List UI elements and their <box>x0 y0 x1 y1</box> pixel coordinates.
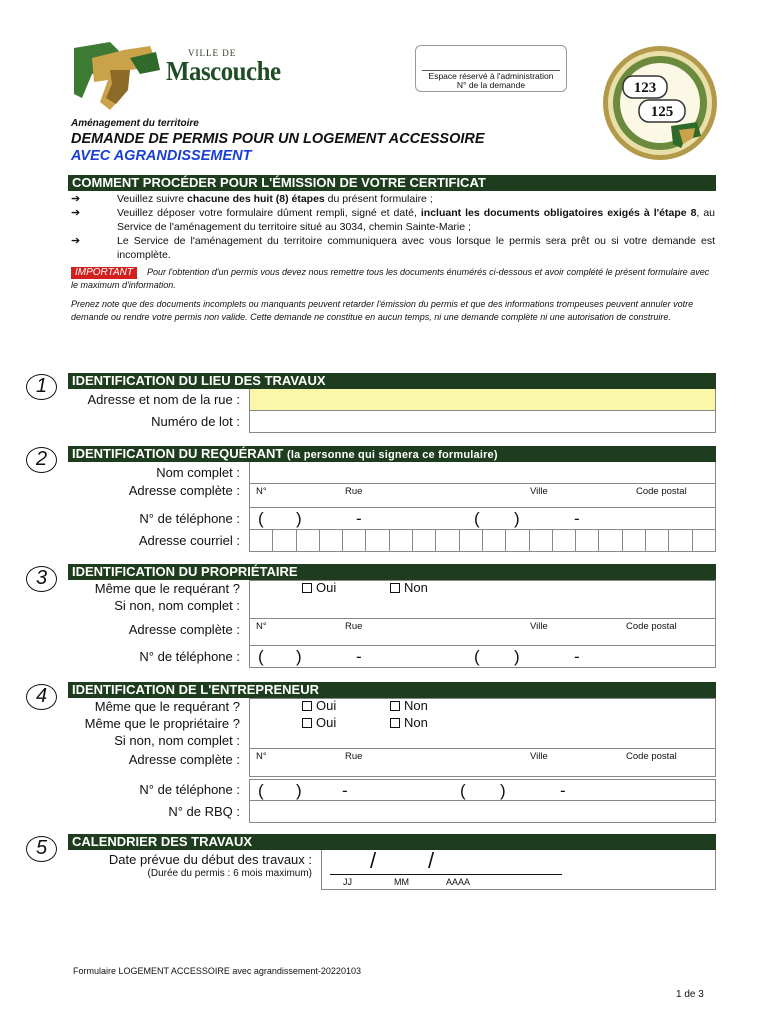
contractor-same-owner-label: Même que le propriétaire ? <box>84 716 240 731</box>
seal-number-top: 123 <box>633 80 657 96</box>
section-number-4: 4 <box>26 684 57 710</box>
section-2-heading: IDENTIFICATION DU REQUÉRANT (la personne qui signera ce formulaire) <box>68 446 716 462</box>
applicant-address-row <box>68 484 716 508</box>
contractor-address-label: Adresse complète : <box>128 752 240 767</box>
request-number-label: N° de la demande <box>456 80 526 90</box>
permit-duration-note: (Durée du permis : 6 mois maximum) <box>147 868 312 879</box>
form-identifier: Formulaire LOGEMENT ACCESSOIRE avec agrandissement-20220103 <box>73 966 361 976</box>
start-date-field[interactable]: / / JJ MM AAAA <box>321 850 716 890</box>
owner-name-field[interactable] <box>249 580 716 619</box>
anniversary-seal <box>601 44 719 162</box>
applicant-name-row <box>68 462 716 484</box>
owner-phone-row <box>68 646 716 668</box>
section-number-2: 2 <box>26 447 57 473</box>
page-number: 1 de 3 <box>676 989 704 1000</box>
procedure-step: ➔ Veuillez suivre chacune des huit (8) étapes du présent formulaire ; <box>71 193 433 205</box>
contractor-address-row <box>68 749 716 777</box>
applicant-phone-label: N° de téléphone : <box>139 511 240 526</box>
arrow-right-icon: ➔ <box>71 235 81 247</box>
procedure-heading: COMMENT PROCÉDER POUR L'ÉMISSION DE VOTRE CERTIFICAT <box>68 175 716 191</box>
start-date-row <box>68 850 716 890</box>
rbq-label: N° de RBQ : <box>168 804 240 819</box>
mascouche-logo <box>70 40 162 112</box>
applicant-email-field[interactable] <box>249 530 716 552</box>
contractor-same-req-no[interactable]: Non <box>390 698 428 714</box>
contractor-phone-row <box>68 779 716 801</box>
contractor-same-owner-no[interactable]: Non <box>390 715 428 731</box>
applicant-name-label: Nom complet : <box>156 465 240 480</box>
owner-address-field[interactable]: N° Rue Ville Code postal <box>249 619 716 646</box>
owner-name-label: Si non, nom complet : <box>114 598 240 613</box>
section-number-1: 1 <box>26 374 57 400</box>
contractor-phone-field[interactable]: ( ) - ( ) - <box>249 779 716 801</box>
applicant-email-label: Adresse courriel : <box>138 533 240 548</box>
owner-phone-field[interactable]: ( ) - ( ) - <box>249 646 716 668</box>
owner-name-row <box>68 597 716 619</box>
form-subtitle: AVEC AGRANDISSEMENT <box>71 148 252 164</box>
lot-number-field[interactable] <box>249 411 716 433</box>
owner-same-label: Même que le requérant ? <box>94 581 240 596</box>
contractor-name-field[interactable] <box>249 698 716 749</box>
owner-same-yes[interactable]: Oui <box>302 580 336 596</box>
section-4-heading: IDENTIFICATION DE L'ENTREPRENEUR <box>68 682 716 698</box>
applicant-email-row <box>68 530 716 552</box>
section-number-5: 5 <box>26 836 57 862</box>
department-name: Aménagement du territoire <box>71 118 199 129</box>
procedure-step: ➔ Veuillez déposer votre formulaire dûment rempli, signé et daté, incluant les documents obligatoires exigés à l'étape 8, au Service de l'aménagement du territoire situé au 3034, chemin Sainte-Marie ; <box>71 207 715 233</box>
applicant-address-label: Adresse complète : <box>128 483 240 498</box>
important-badge: IMPORTANT <box>71 267 137 279</box>
start-date-label: Date prévue du début des travaux : <box>108 852 312 867</box>
arrow-right-icon: ➔ <box>71 207 81 219</box>
contractor-phone-label: N° de téléphone : <box>139 782 240 797</box>
owner-phone-label: N° de téléphone : <box>139 649 240 664</box>
seal-number-bottom: 125 <box>650 104 674 120</box>
important-note: IMPORTANT Pour l'obtention d'un permis vous devez nous remettre tous les documents énumérés ci-dessous et avoir complété le présent formulaire avec le maximum d'information. <box>71 267 710 290</box>
contractor-name-label: Si non, nom complet : <box>114 733 240 748</box>
arrow-right-icon: ➔ <box>71 193 81 205</box>
contractor-name-row <box>68 732 716 749</box>
contractor-address-field[interactable]: N° Rue Ville Code postal <box>249 749 716 777</box>
lot-number-row <box>68 411 716 433</box>
contractor-same-req-label: Même que le requérant ? <box>94 699 240 714</box>
applicant-name-field[interactable] <box>249 462 716 484</box>
admin-reserved-label: Espace réservé à l'administration <box>428 71 554 81</box>
work-address-field[interactable] <box>249 389 716 411</box>
warning-note: Prenez note que des documents incomplets ou manquants peuvent retarder l'émission du permis et que des informations trompeuses peuvent annuler votre demande ou rendre votre permis non valide. Cette demande ne constitue en aucun temps, ni une demande complète ni une autorisation de construire. <box>71 299 694 322</box>
work-address-label: Adresse et nom de la rue : <box>87 392 240 407</box>
contractor-same-req-yes[interactable]: Oui <box>302 698 336 714</box>
admin-reserved-box <box>415 45 567 92</box>
lot-number-label: Numéro de lot : <box>151 414 240 429</box>
section-number-3: 3 <box>26 566 57 592</box>
rbq-field[interactable] <box>249 801 716 823</box>
section-1-heading: IDENTIFICATION DU LIEU DES TRAVAUX <box>68 373 716 389</box>
owner-address-row <box>68 619 716 646</box>
owner-same-no[interactable]: Non <box>390 580 428 596</box>
procedure-step: ➔ Le Service de l'aménagement du territoire communiquera avec vous lorsque le permis sera prêt ou si votre demande est incomplète. <box>71 235 715 261</box>
applicant-phone-row <box>68 508 716 530</box>
town-small-label: VILLE DE <box>188 48 237 58</box>
town-name: Mascouche <box>166 56 281 86</box>
work-address-row <box>68 389 716 411</box>
procedure-steps <box>71 192 715 262</box>
section-3-heading: IDENTIFICATION DU PROPRIÉTAIRE <box>68 564 716 580</box>
contractor-same-owner-yes[interactable]: Oui <box>302 715 336 731</box>
owner-address-label: Adresse complète : <box>128 622 240 637</box>
rbq-row <box>68 801 716 823</box>
applicant-address-field[interactable]: N° Rue Ville Code postal <box>249 484 716 508</box>
section-5-heading: CALENDRIER DES TRAVAUX <box>68 834 716 850</box>
form-title: DEMANDE DE PERMIS POUR UN LOGEMENT ACCESSOIRE <box>71 131 485 147</box>
applicant-phone-field[interactable]: ( ) - ( ) - <box>249 508 716 530</box>
